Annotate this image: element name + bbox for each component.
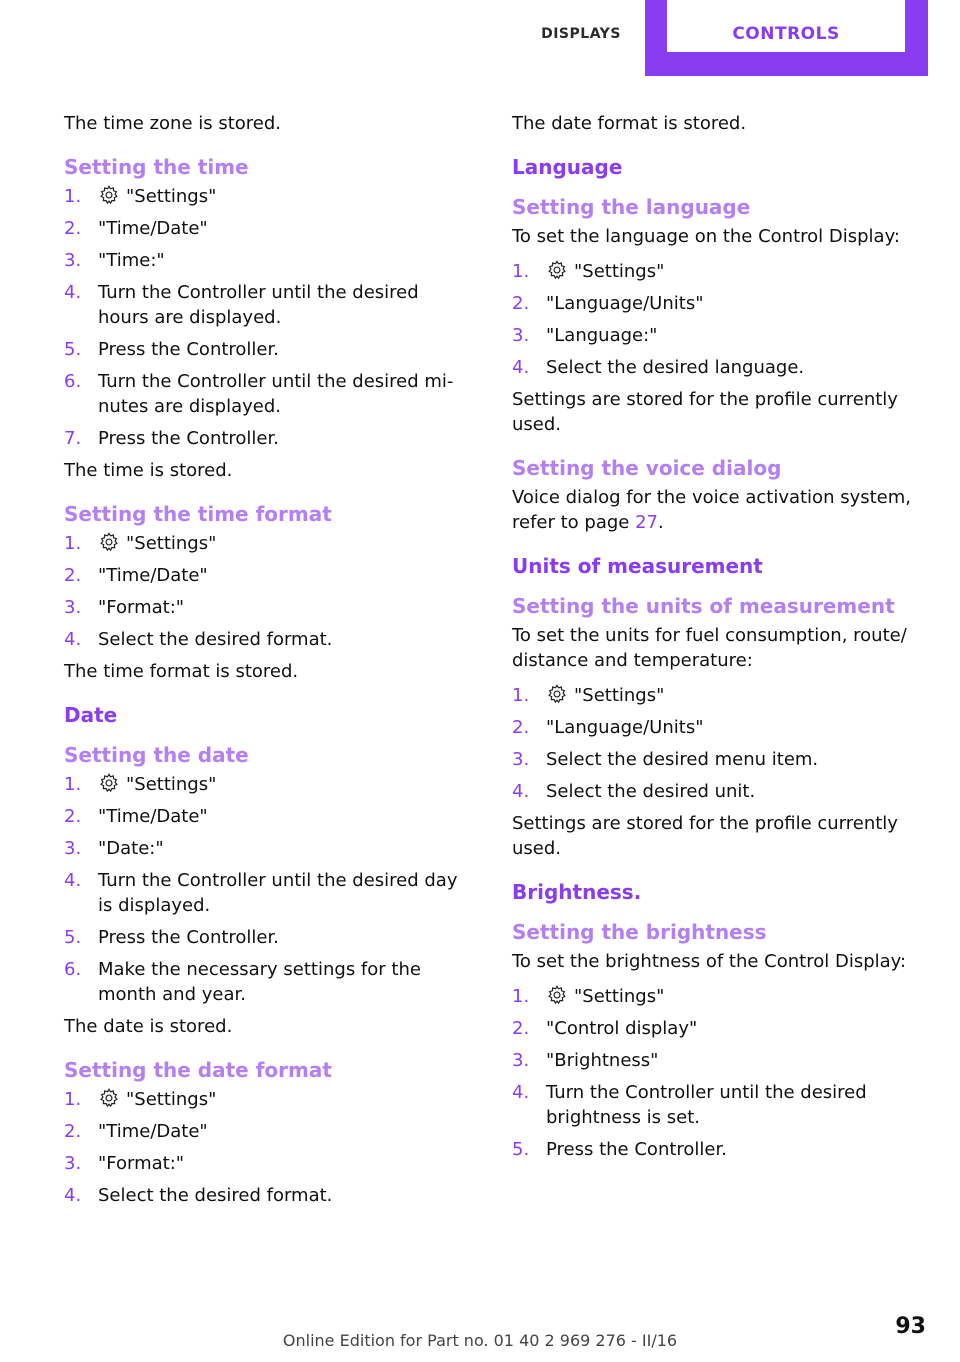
- list-item: [64, 627, 474, 652]
- step-text: "Time/Date": [98, 806, 208, 827]
- step-number: 1.: [64, 533, 82, 554]
- steps-setting-date: [64, 772, 474, 1007]
- list-item: [64, 804, 474, 829]
- footer-edition: Online Edition for Part no. 01 40 2 969 276 - II/16: [282, 1331, 678, 1350]
- step-number: 5.: [512, 1139, 530, 1160]
- list-item: [64, 772, 474, 797]
- step-text: Press the Controller.: [98, 428, 279, 449]
- list-item: [64, 1151, 474, 1176]
- list-item: [512, 259, 932, 284]
- step-number: 6.: [64, 371, 82, 392]
- step-text: Select the desired language.: [546, 357, 805, 378]
- gear-icon: [98, 531, 120, 553]
- list-item: [64, 925, 474, 950]
- step-number: 1.: [512, 261, 530, 282]
- paragraph: The date format is stored.: [512, 113, 747, 134]
- list-item: [64, 1087, 474, 1112]
- step-number: 4.: [64, 282, 82, 303]
- paragraph: To set the units for fuel consumption, route/ distance and temperature:: [512, 625, 907, 671]
- step-number: 2.: [64, 565, 82, 586]
- step-text: Turn the Controller until the desired brightness is set.: [546, 1082, 867, 1128]
- gear-icon: [546, 683, 568, 705]
- gear-icon: [546, 984, 568, 1006]
- list-item: [512, 355, 932, 380]
- step-number: 4.: [512, 781, 530, 802]
- step-number: 4.: [512, 1082, 530, 1103]
- gear-icon: [98, 184, 120, 206]
- chapter-heading-language: Language: [512, 155, 623, 179]
- step-number: 2.: [512, 293, 530, 314]
- list-item: [64, 248, 474, 273]
- step-text: Press the Controller.: [98, 339, 279, 360]
- step-number: 6.: [64, 959, 82, 980]
- voice-text: Voice dialog for the voice activation system, refer to page: [512, 487, 911, 533]
- step-number: 3.: [512, 1050, 530, 1071]
- step-text: "Settings": [574, 685, 665, 706]
- header-tab-controls[interactable]: [645, 0, 928, 76]
- list-item: [64, 426, 474, 451]
- gear-icon: [98, 772, 120, 794]
- left-column: [64, 111, 474, 1215]
- step-number: 3.: [64, 250, 82, 271]
- step-text: Select the desired format.: [98, 629, 333, 650]
- step-text: "Language/Units": [546, 293, 704, 314]
- step-text: "Time/Date": [98, 565, 208, 586]
- step-number: 3.: [512, 749, 530, 770]
- list-item: [512, 779, 932, 804]
- steps-setting-units: [512, 683, 932, 804]
- list-item: [512, 1048, 932, 1073]
- list-item: [512, 291, 932, 316]
- step-text: "Language:": [546, 325, 658, 346]
- chapter-heading-brightness: Brightness.: [512, 880, 642, 904]
- paragraph: The time is stored.: [64, 460, 233, 481]
- step-text: Turn the Controller until the desired hours are displayed.: [98, 282, 419, 328]
- step-number: 3.: [64, 1153, 82, 1174]
- step-number: 2.: [64, 1121, 82, 1142]
- list-item: [64, 1119, 474, 1144]
- list-item: [512, 1137, 932, 1162]
- step-number: 2.: [64, 218, 82, 239]
- list-item: [512, 683, 932, 708]
- gear-icon: [546, 259, 568, 281]
- step-text: "Settings": [126, 186, 217, 207]
- step-number: 1.: [64, 774, 82, 795]
- step-number: 2.: [512, 1018, 530, 1039]
- list-item: [64, 280, 474, 330]
- list-item: [64, 184, 474, 209]
- header-tab-controls-label: CONTROLS: [667, 0, 905, 52]
- paragraph: To set the brightness of the Control Display:: [512, 951, 907, 972]
- step-number: 4.: [64, 870, 82, 891]
- step-text: "Format:": [98, 597, 185, 618]
- section-heading-setting-units: Setting the units of measurement: [512, 594, 895, 618]
- step-text: "Settings": [126, 533, 217, 554]
- paragraph: The time zone is stored.: [64, 113, 282, 134]
- step-text: "Settings": [574, 986, 665, 1007]
- voice-text-end: .: [658, 512, 664, 533]
- section-heading-setting-brightness: Setting the brightness: [512, 920, 767, 944]
- chapter-heading-units: Units of measurement: [512, 554, 763, 578]
- list-item: [64, 337, 474, 362]
- gear-icon: [98, 1087, 120, 1109]
- list-item: [64, 1183, 474, 1208]
- step-number: 4.: [64, 629, 82, 650]
- step-text: Make the necessary settings for the month and year.: [98, 959, 421, 1005]
- right-column: [512, 111, 932, 1169]
- list-item: [512, 1016, 932, 1041]
- header-tab-displays[interactable]: DISPLAYS: [541, 26, 621, 42]
- step-text: "Control display": [546, 1018, 698, 1039]
- section-heading-setting-date: Setting the date: [64, 743, 249, 767]
- step-number: 5.: [64, 927, 82, 948]
- steps-setting-date-format: [64, 1087, 474, 1208]
- step-text: Press the Controller.: [98, 927, 279, 948]
- list-item: [64, 531, 474, 556]
- step-number: 5.: [64, 339, 82, 360]
- step-number: 1.: [64, 186, 82, 207]
- section-heading-setting-date-format: Setting the date format: [64, 1058, 332, 1082]
- steps-setting-brightness: [512, 984, 932, 1162]
- list-item: [64, 216, 474, 241]
- list-item: [64, 563, 474, 588]
- step-text: Turn the Controller until the desired minutes are displayed.: [98, 371, 454, 417]
- section-heading-setting-time-format: Setting the time format: [64, 502, 332, 526]
- step-text: "Settings": [126, 1089, 217, 1110]
- step-text: "Settings": [126, 774, 217, 795]
- step-number: 3.: [64, 838, 82, 859]
- list-item: [64, 836, 474, 861]
- page-number: 93: [895, 1314, 926, 1339]
- list-item: [64, 369, 474, 419]
- step-text: Select the desired menu item.: [546, 749, 819, 770]
- step-text: "Settings": [574, 261, 665, 282]
- paragraph: [512, 485, 932, 535]
- step-text: Select the desired format.: [98, 1185, 333, 1206]
- steps-setting-language: [512, 259, 932, 380]
- step-number: 2.: [64, 806, 82, 827]
- steps-setting-time-format: [64, 531, 474, 652]
- step-number: 2.: [512, 717, 530, 738]
- paragraph: To set the language on the Control Display:: [512, 226, 900, 247]
- list-item: [64, 868, 474, 918]
- step-text: "Brightness": [546, 1050, 659, 1071]
- step-number: 7.: [64, 428, 82, 449]
- step-text: "Time:": [98, 250, 165, 271]
- list-item: [512, 747, 932, 772]
- list-item: [64, 957, 474, 1007]
- section-heading-setting-language: Setting the language: [512, 195, 751, 219]
- step-text: "Time/Date": [98, 1121, 208, 1142]
- paragraph: Settings are stored for the profile currently used.: [512, 389, 898, 435]
- step-text: Press the Controller.: [546, 1139, 727, 1160]
- step-text: "Date:": [98, 838, 164, 859]
- section-heading-setting-voice-dialog: Setting the voice dialog: [512, 456, 782, 480]
- step-number: 4.: [512, 357, 530, 378]
- step-number: 1.: [512, 685, 530, 706]
- chapter-heading-date: Date: [64, 703, 118, 727]
- step-number: 3.: [64, 597, 82, 618]
- step-text: "Language/Units": [546, 717, 704, 738]
- list-item: [512, 1080, 932, 1130]
- paragraph: The time format is stored.: [64, 661, 299, 682]
- step-text: Turn the Controller until the desired day is displayed.: [98, 870, 458, 916]
- step-number: 1.: [512, 986, 530, 1007]
- steps-setting-time: [64, 184, 474, 451]
- step-number: 1.: [64, 1089, 82, 1110]
- list-item: [512, 984, 932, 1009]
- page-reference-link[interactable]: 27: [635, 512, 658, 533]
- step-number: 3.: [512, 325, 530, 346]
- step-text: "Time/Date": [98, 218, 208, 239]
- list-item: [512, 715, 932, 740]
- step-number: 4.: [64, 1185, 82, 1206]
- step-text: "Format:": [98, 1153, 185, 1174]
- section-heading-setting-time: Setting the time: [64, 155, 249, 179]
- list-item: [64, 595, 474, 620]
- paragraph: Settings are stored for the profile currently used.: [512, 813, 898, 859]
- step-text: Select the desired unit.: [546, 781, 756, 802]
- list-item: [512, 323, 932, 348]
- paragraph: The date is stored.: [64, 1016, 233, 1037]
